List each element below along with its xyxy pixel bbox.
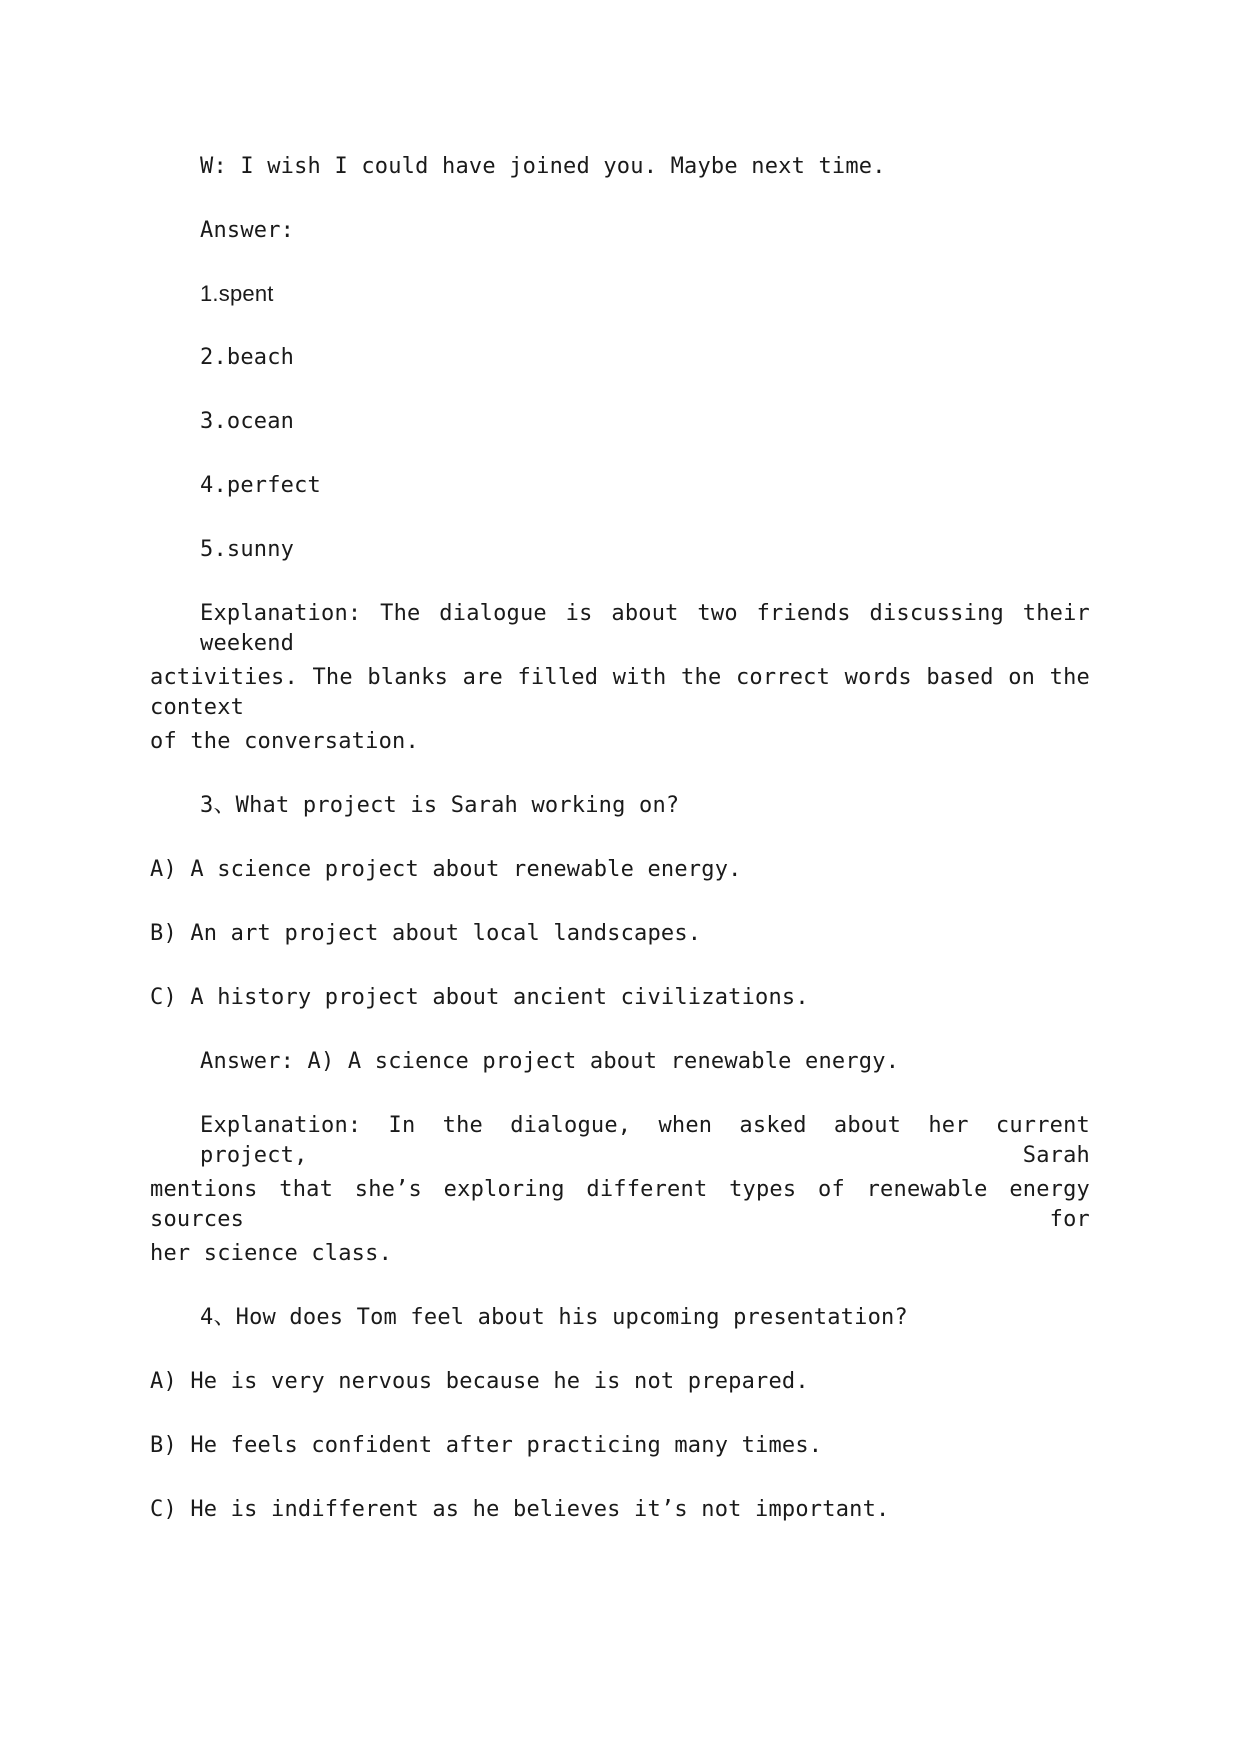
question-4-prompt: 4、How does Tom feel about his upcoming presentation? bbox=[200, 1305, 908, 1330]
answer-label: Answer: bbox=[200, 218, 295, 243]
dialogue-line: W: I wish I could have joined you. Maybe next time. bbox=[200, 154, 886, 179]
question-4-option-b: B) He feels confident after practicing many times. bbox=[150, 1433, 823, 1458]
question-4-option-c: C) He is indifferent as he believes it’s not important. bbox=[150, 1497, 890, 1522]
answer-item-2: 2.beach bbox=[200, 345, 295, 370]
question-4-option-a: A) He is very nervous because he is not prepared. bbox=[150, 1369, 809, 1394]
explanation-paragraph-line: of the conversation. bbox=[150, 729, 419, 754]
question-3-answer: Answer: A) A science project about renewable energy. bbox=[200, 1049, 900, 1074]
explanation-paragraph-line: Explanation: The dialogue is about two friends discussing their weekend bbox=[200, 601, 1090, 656]
answer-item-4: 4.perfect bbox=[200, 473, 322, 498]
question-3-explanation-line: her science class. bbox=[150, 1241, 393, 1266]
answer-item-1: 1.spent bbox=[200, 281, 274, 306]
question-3-prompt: 3、What project is Sarah working on? bbox=[200, 793, 680, 818]
question-3-option-c: C) A history project about ancient civilizations. bbox=[150, 985, 809, 1010]
answer-item-3: 3.ocean bbox=[200, 409, 295, 434]
question-3-explanation-line: mentions that she’s exploring different types of renewable energy sources for bbox=[150, 1177, 1090, 1232]
question-3-option-b: B) An art project about local landscapes. bbox=[150, 921, 702, 946]
explanation-paragraph-line: activities. The blanks are filled with the correct words based on the context bbox=[150, 665, 1090, 720]
answer-item-5: 5.sunny bbox=[200, 537, 295, 562]
question-3-option-a: A) A science project about renewable energy. bbox=[150, 857, 742, 882]
question-3-explanation-line: Explanation: In the dialogue, when asked about her current project, Sarah bbox=[200, 1113, 1090, 1168]
